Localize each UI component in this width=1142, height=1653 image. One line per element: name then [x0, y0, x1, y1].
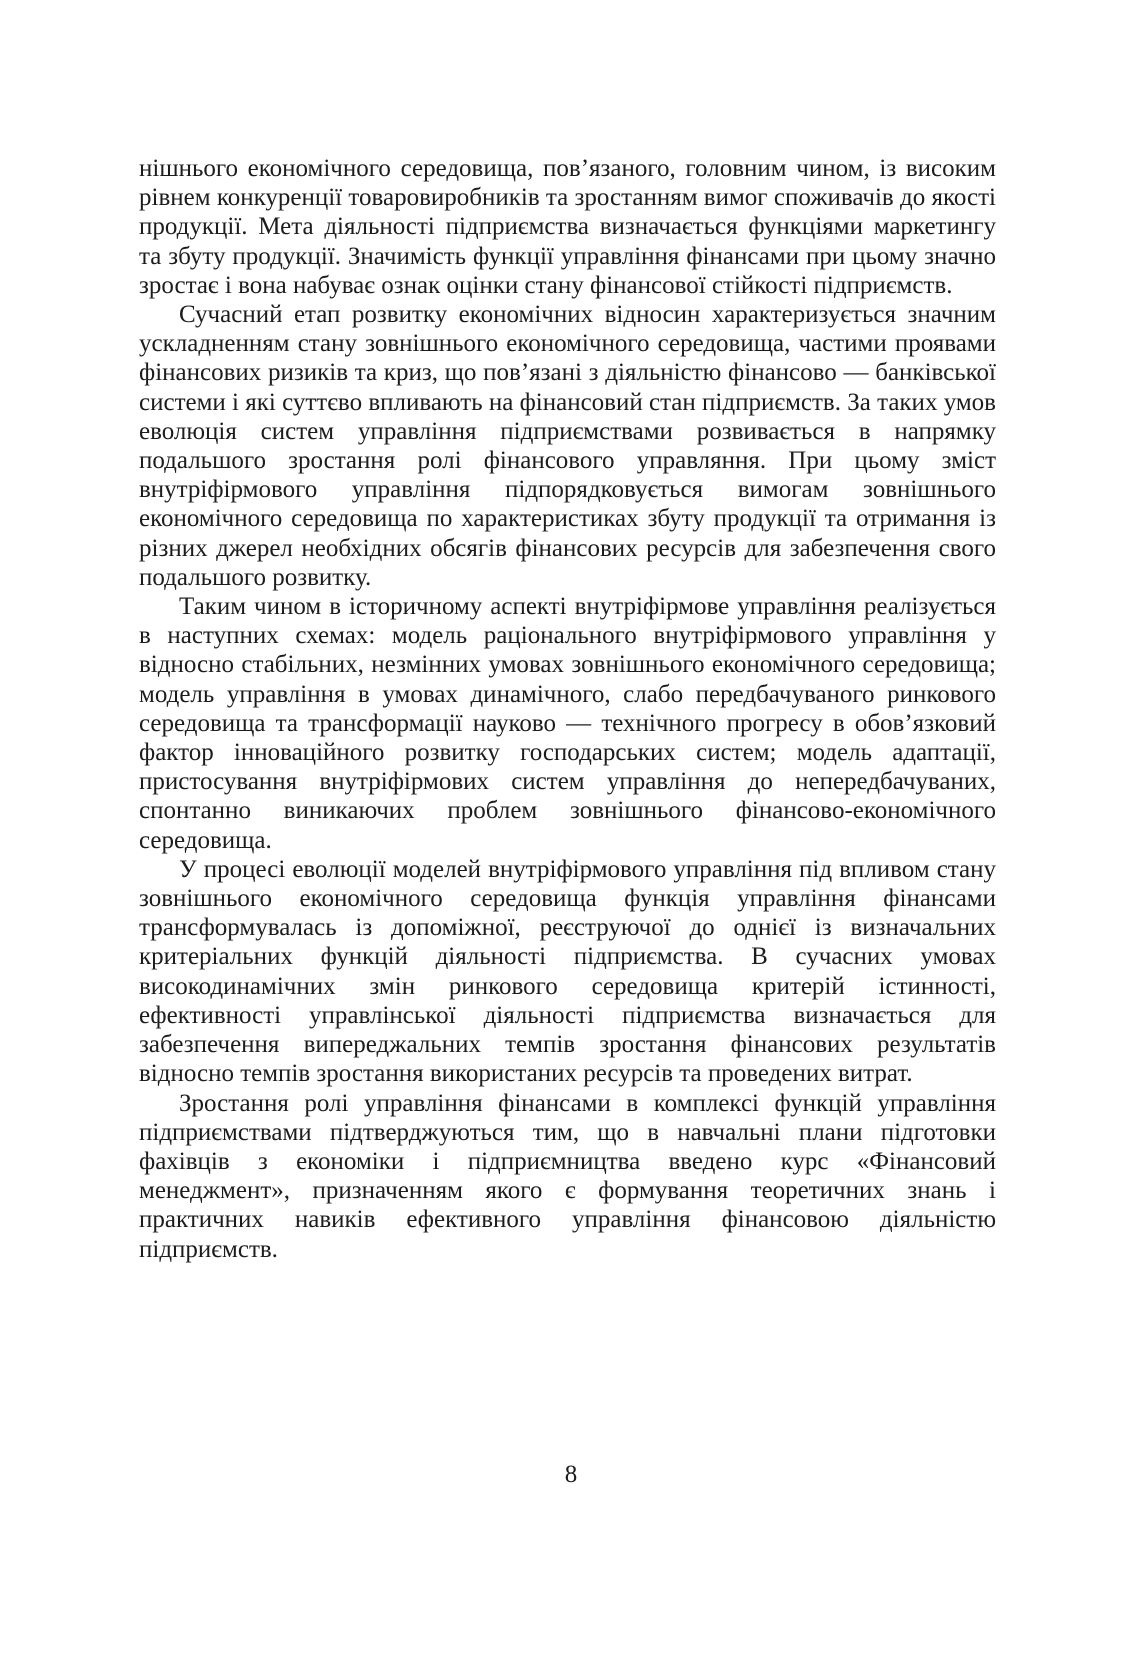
paragraph-continuation: нішнього економічного середовища, пов’язаного, головним чином, із високим рівнем конкуренції товаровиробників та зростанням вимог споживачів до якості продукції. Мета діяльності підприємства визначається функціями маркетингу та збуту продукції. Значимість функції управління фінансами при цьому значно зростає і вона набуває ознак оцінки стану фінансової стійкості підприємств. [139, 155, 996, 299]
paragraph: У процесі еволюції моделей внутріфірмового управління під впливом стану зовнішнього економічного середовища функція управління фінансами трансформувалась із допоміжної, реєструючої до однієї із визначальних критеріальних функцій діяльності підприємства. В сучасних умовах високодинамічних змін ринкового середовища критерій істинності, ефективності управлінської діяльності підприємства визначається для забезпечення випереджальних темпів зростання фінансових результатів відносно темпів зростання використаних ресурсів та проведених витрат. [139, 855, 996, 1088]
paragraph: Зростання ролі управління фінансами в комплексі функцій управління підприємствами підтверджуються тим, що в навчальні плани підготовки фахівців з економіки і підприємництва введено курс «Фінансовий менеджмент», призначенням якого є формування теоретичних знань і практичних навиків ефективного управління фінансовою діяльністю підприємств. [139, 1089, 996, 1263]
body-text [139, 154, 996, 1264]
paragraph: Таким чином в історичному аспекті внутріфірмове управління реалізується в наступних схемах: модель раціонального внутріфірмового управління у відносно стабільних, незмінних умовах зовнішнього економічного середовища; модель управління в умовах динамічного, слабо передбачуваного ринкового середовища та трансформації науково — технічного прогресу в обов’язковий фактор інноваційного розвитку господарських систем; модель адаптації, пристосування внутріфірмових систем управління до непередбачуваних, спонтанно виникаючих проблем зовнішнього фінансово-економічного середовища. [139, 593, 996, 854]
page-number: 8 [564, 1461, 578, 1488]
paragraph: Сучасний етап розвитку економічних відносин характеризується значним ускладненням стану зовнішнього економічного середовища, частими проявами фінансових ризиків та криз, що пов’язані з діяльністю фінансово — банківської системи і які суттєво впливають на фінансовий стан підприємств. За таких умов еволюція систем управління підприємствами розвивається в напрямку подальшого зростання ролі фінансового управляння. При цьому зміст внутріфірмового управління підпорядковується вимогам зовнішнього економічного середовища по характеристиках збуту продукції та отримання із різних джерел необхідних обсягів фінансових ресурсів для забезпечення свого подальшого розвитку. [139, 301, 996, 591]
